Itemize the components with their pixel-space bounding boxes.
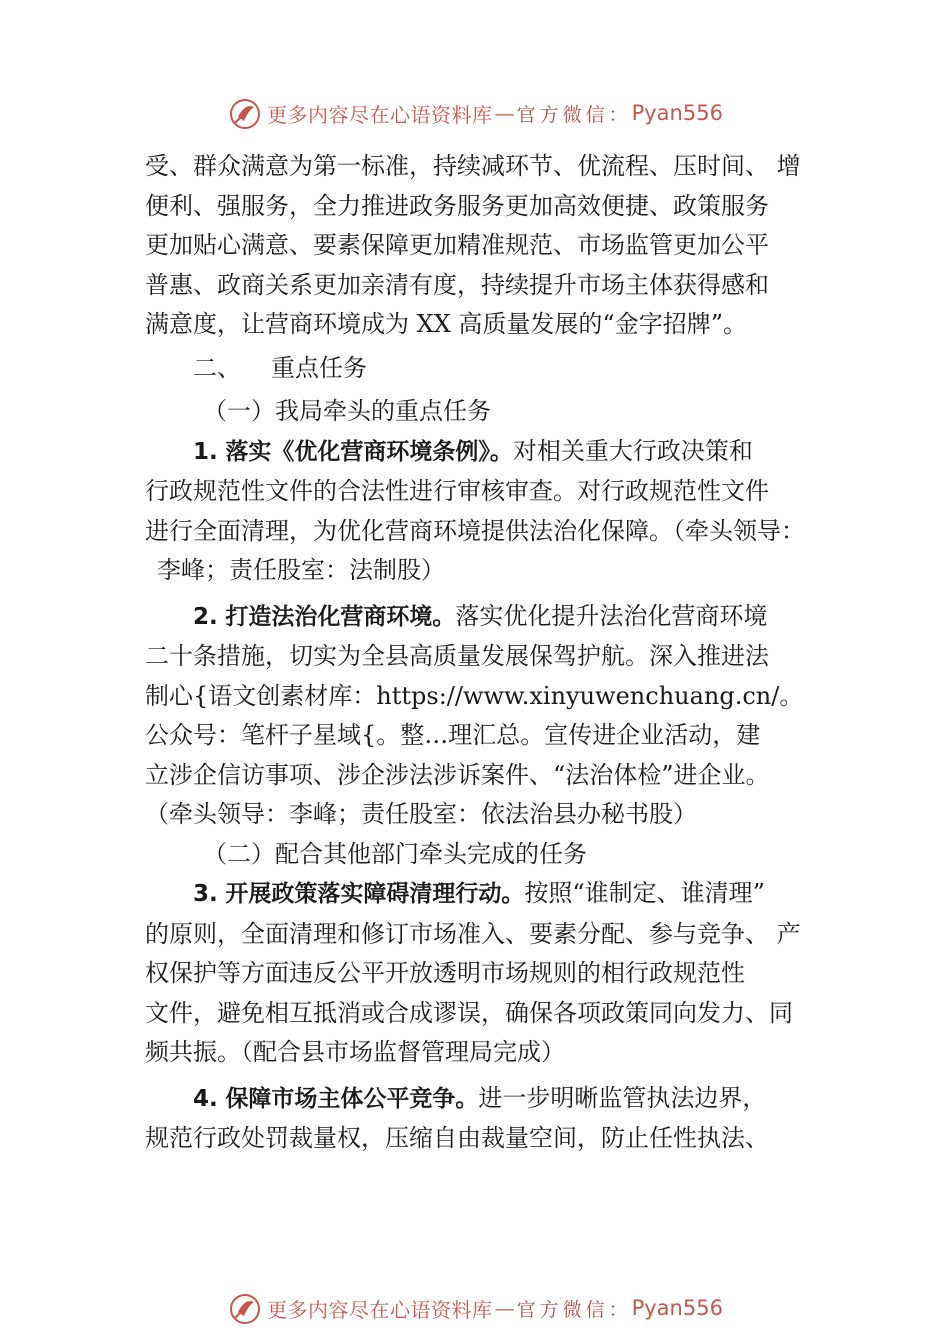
intro-line: 更加贴心满意、要素保障更加精准规范、市场监管更加公平 — [145, 231, 769, 259]
subsection-heading: （二）配合其他部门牵头完成的任务 — [203, 839, 587, 868]
banner-separator: — — [494, 1296, 515, 1320]
banner-wechat-label: 官方微信： — [516, 103, 632, 126]
section-heading — [145, 349, 835, 389]
item-2-line: 二十条措施，切实为全县高质量发展保驾护航。深入推进法 — [145, 642, 769, 670]
item-3-line: 文件，避免相互抵消或合成谬误，确保各项政策同向发力、同 — [145, 998, 793, 1027]
section-number: 二、 — [193, 353, 241, 382]
banner-title: 更多内容尽在心语资料库 — [267, 102, 493, 127]
intro-line: 受、群众满意为第一标准，持续减环节、优流程、压时间、 增 — [145, 152, 801, 180]
item-2-line — [145, 597, 835, 638]
item-1-text: 对相关重大行政决策和 — [512, 436, 753, 465]
item-1-number: 1. — [193, 438, 218, 465]
brand-logo-icon — [227, 95, 263, 131]
item-1-line: 李峰；责任股室：法制股） — [157, 556, 445, 584]
item-3-number: 3. — [193, 881, 218, 907]
item-1-title: 落实《优化营商环境条例》。 — [225, 438, 513, 465]
item-2-line: 立涉企信访事项、涉企涉法涉诉案件、“法治体检”进企业。 — [145, 760, 770, 789]
brand-logo-icon — [227, 1290, 263, 1326]
item-4-text: 进一步明晰监管执法边界， — [478, 1083, 767, 1112]
item-2-number: 2. — [193, 603, 218, 630]
document-body — [145, 147, 835, 1159]
item-3-line: 的原则，全面清理和修订市场准入、要素分配、参与竞争、 产 — [145, 919, 801, 948]
item-3-line: 权保护等方面违反公平开放透明市场规则的相行政规范性 — [145, 959, 745, 987]
banner-wechat-id: Pyan556 — [631, 1296, 723, 1320]
item-1-line — [145, 432, 835, 473]
header-banner — [0, 93, 950, 133]
footer-banner — [0, 1288, 950, 1328]
item-1-line: 进行全面清理，为优化营商环境提供法治化保障。（牵头领导： — [145, 516, 805, 545]
item-3-text: 按照“谁制定、谁清理” — [524, 879, 765, 907]
banner-wechat-id: Pyan556 — [631, 101, 723, 125]
item-4-number: 4. — [193, 1085, 218, 1112]
item-4-line — [145, 1079, 835, 1120]
intro-line: 满意度，让营商环境成为 XX 高质量发展的“金字招牌”。 — [145, 310, 747, 338]
banner-separator: — — [494, 101, 515, 125]
section-title: 重点任务 — [271, 353, 367, 382]
banner-wechat-label: 官方微信： — [516, 1298, 632, 1321]
item-2-text: 落实优化提升法治化营商环境 — [455, 601, 768, 630]
intro-line: 便利、强服务，全力推进政务服务更加高效便捷、政策服务 — [145, 191, 769, 220]
intro-line: 普惠、政商关系更加亲清有度，持续提升市场主体获得感和 — [145, 270, 769, 299]
item-1-line: 行政规范性文件的合法性进行审核审查。对行政规范性文件 — [145, 477, 769, 505]
item-4-title: 保障市场主体公平竞争。 — [225, 1085, 479, 1112]
item-4-line: 规范行政处罚裁量权，压缩自由裁量空间，防止任性执法、 — [145, 1124, 769, 1152]
item-2-line: （牵头领导：李峰；责任股室：依法治县办秘书股） — [145, 800, 697, 828]
item-2-line: 制心{语文创素材库：https://www.xinyuwenchuang.cn/。 — [145, 681, 804, 710]
item-3-title: 开展政策落实障碍清理行动。 — [225, 881, 525, 907]
item-3-line: 频共振。（配合县市场监督管理局完成） — [145, 1038, 565, 1066]
banner-title: 更多内容尽在心语资料库 — [267, 1297, 493, 1322]
item-2-title: 打造法治化营商环境。 — [225, 603, 456, 630]
subsection-heading: （一）我局牵头的重点任务 — [203, 397, 491, 425]
item-3-line — [145, 874, 835, 915]
item-2-line: 公众号：笔杆子星域{。整…理汇总。宣传进企业活动，建 — [145, 721, 761, 749]
